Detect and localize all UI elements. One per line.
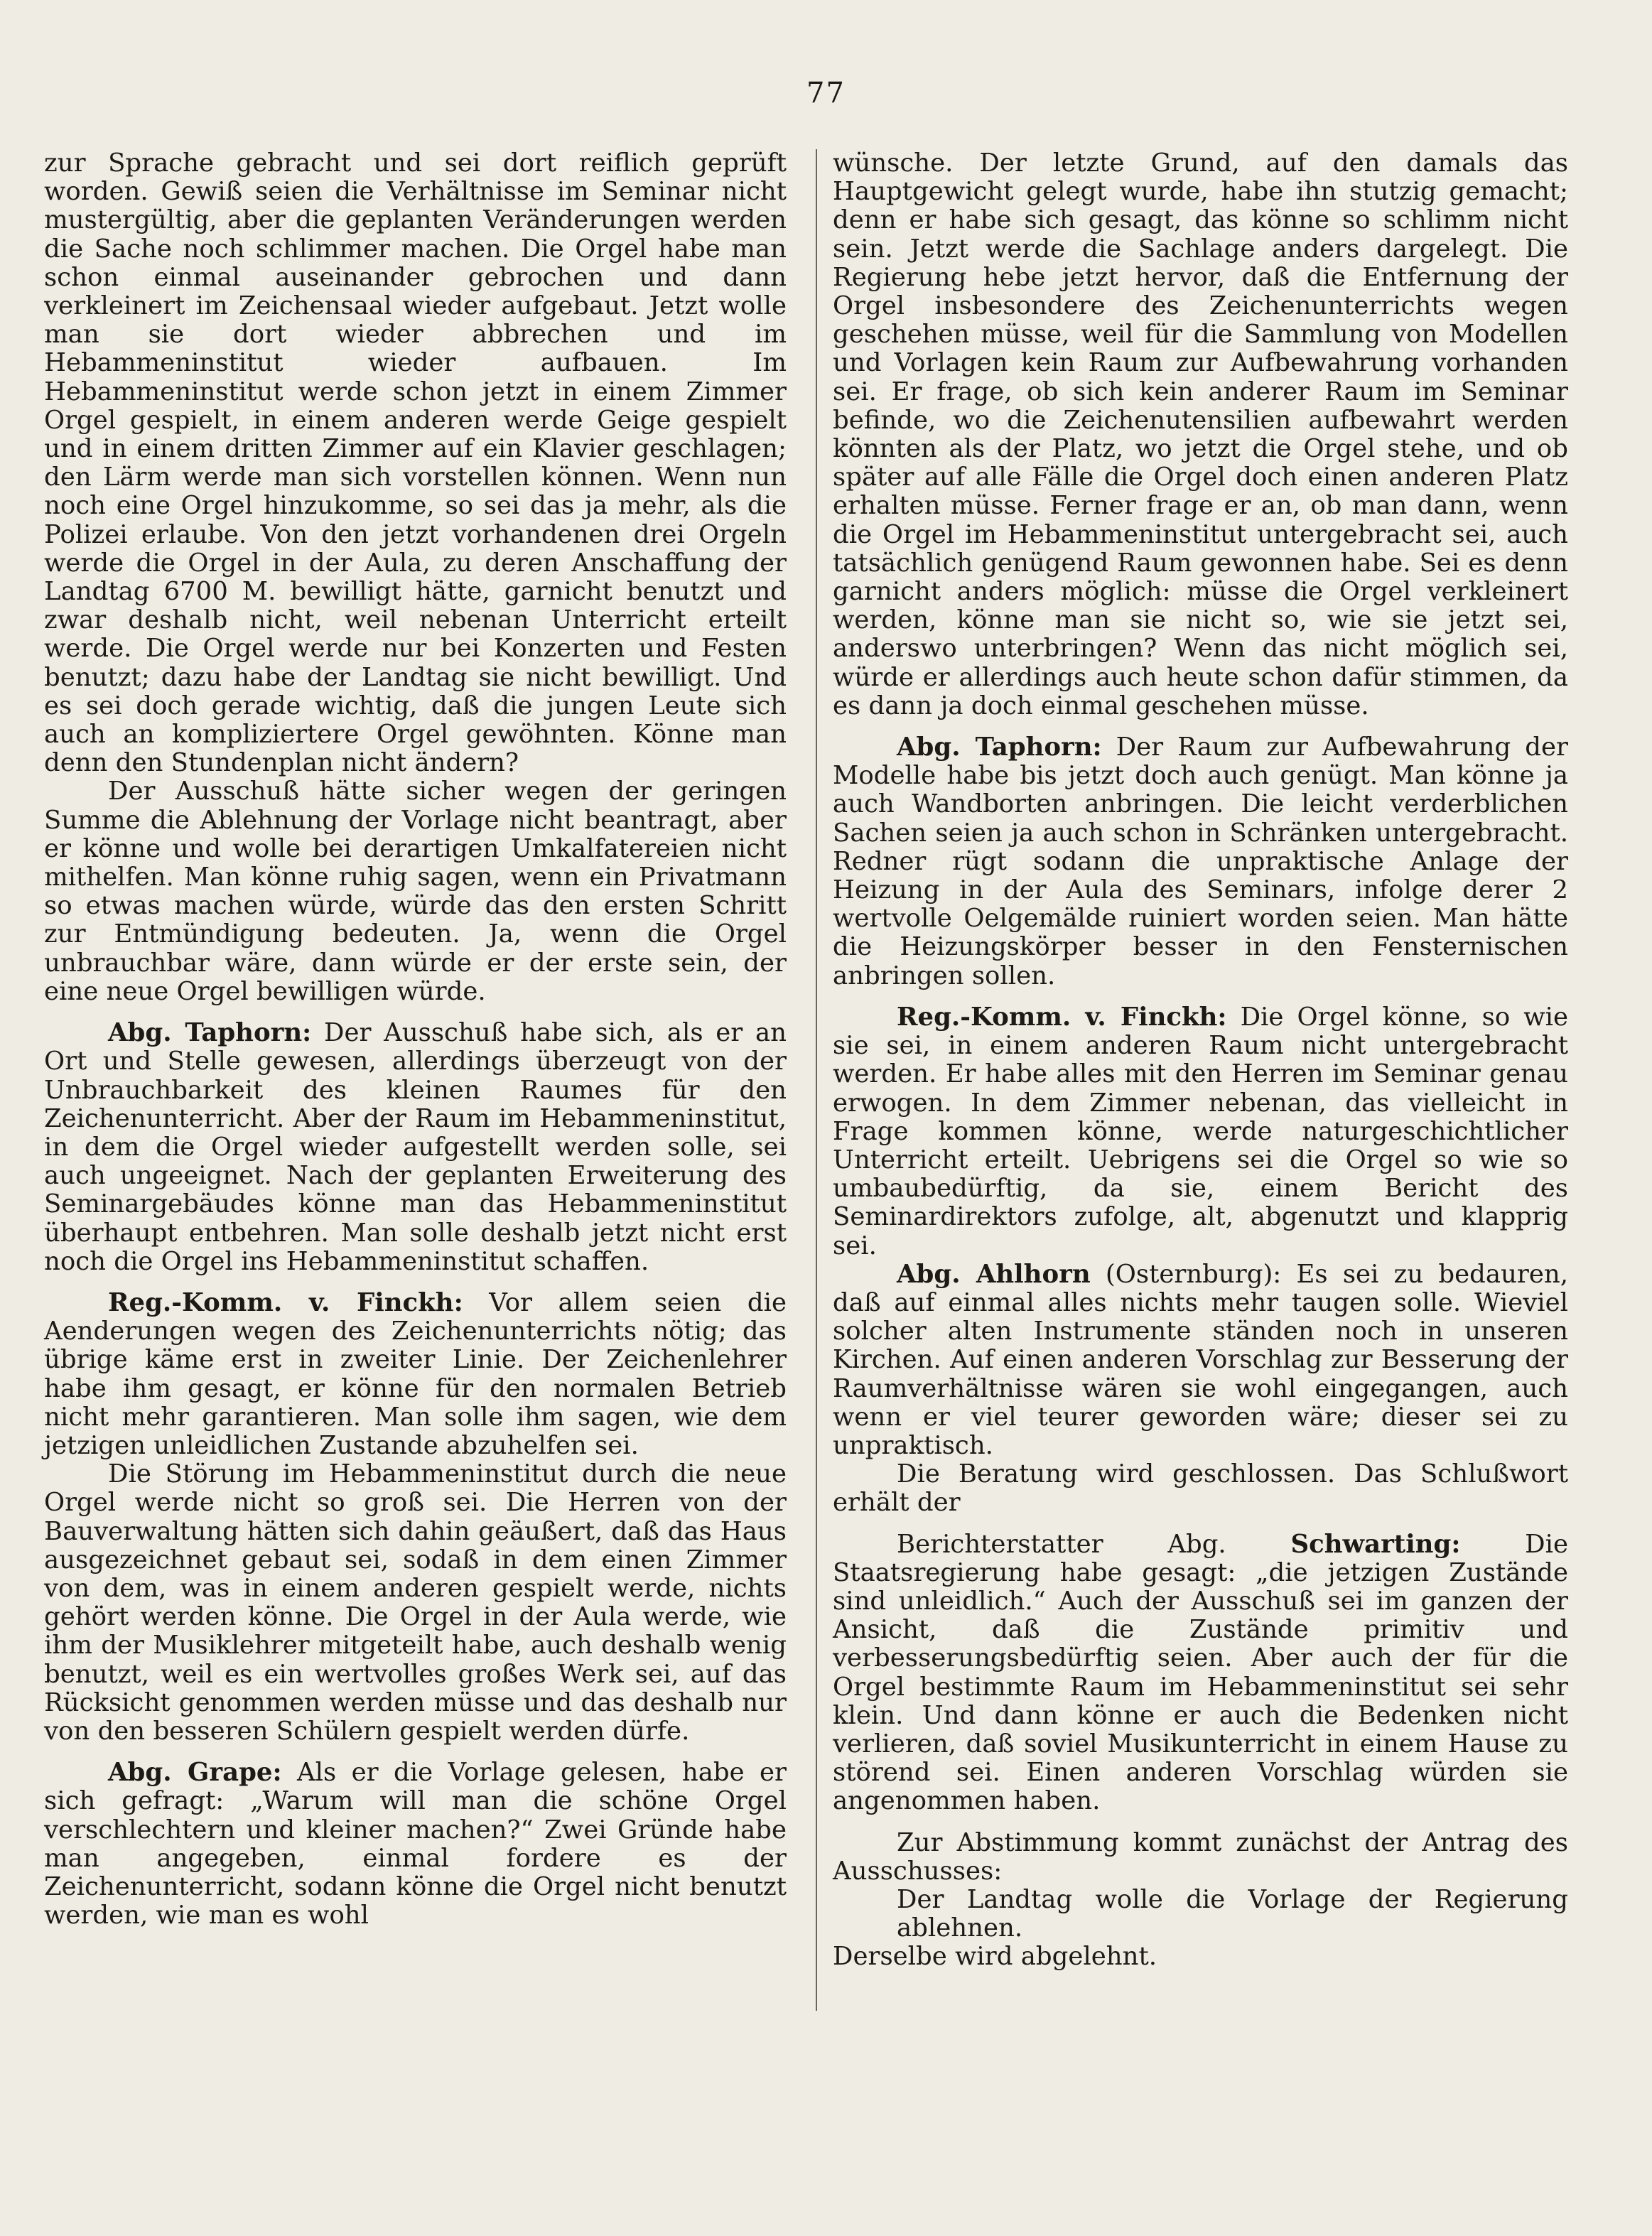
paragraph: zur Sprache gebracht und sei dort reiflich geprüft worden. Gewiß seien die Verhältnisse im Seminar nicht mustergültig, aber die geplanten Veränderungen werden die Sache noch schlimmer machen. Die Orgel habe man schon einmal auseinander gebrochen und dann verkleinert im Zeichensaal wieder aufgebaut. Jetzt wolle man sie dort wieder abbrechen und im Hebammeninstitut wieder aufbauen. Im Hebammeninstitut werde schon jetzt in einem Zimmer Orgel gespielt, in einem anderen werde Geige gespielt und in einem dritten Zimmer auf ein Klavier geschlagen; den Lärm werde man sich vorstellen können. Wenn nun noch eine Orgel hinzukomme, so sei das ja mehr, als die Polizei erlaube. Von den jetzt vorhandenen drei Orgeln werde die Orgel in der Aula, zu deren Anschaffung der Landtag 6700 M. bewilligt hätte, garnicht benutzt und zwar deshalb nicht, weil nebenan Unterricht erteilt werde. Die Orgel werde nur bei Konzerten und Festen benutzt; dazu habe der Landtag sie nicht bewilligt. Und es sei doch gerade wichtig, daß die jungen Leute sich auch an kompliziertere Orgel gewöhnten. Könne man denn den Stundenplan nicht ändern? [44,148,787,778]
paragraph: Die Störung im Hebammeninstitut durch die neue Orgel werde nicht so groß sei. Die Herren von der Bauverwaltung hätten sich dahin geäußert, daß das Haus ausgezeichnet gebaut sei, sodaß in dem einen Zimmer von dem, was in einem anderen gespielt werde, nichts gehört werden könne. Die Orgel in der Aula werde, wie ihm der Musiklehrer mitgeteilt habe, auch deshalb wenig benutzt, weil es ein wertvolles großes Werk sei, auf das Rücksicht genommen werden müsse und das deshalb nur von den besseren Schülern gespielt werden dürfe. [44,1459,787,1746]
speech-text: Als er die Vorlage gelesen, habe er sich gefragt: „Warum will man die schöne Orgel verschlechtern und kleiner machen?“ Zwei Gründe habe man angegeben, einmal fordere es der Zeichenunterricht, sodann könne die Orgel nicht benutzt werden, wie man es wohl [44,1758,787,1930]
speech-text: Vor allem seien die Aenderungen wegen des Zeichenunterrichts nötig; das übrige käme erst in zweiter Linie. Der Zeichenlehrer habe ihm gesagt, er könne für den normalen Betrieb nicht mehr garantieren. Man solle ihm sagen, wie dem jetzigen unleidlichen Zustande abzuhelfen sei. [44,1287,787,1460]
paragraph [833,1260,1568,1460]
paragraph: wünsche. Der letzte Grund, auf den damals das Hauptgewicht gelegt wurde, habe ihn stutzig gemacht; denn er habe sich gesagt, das könne so schlimm nicht sein. Jetzt werde die Sachlage anders dargelegt. Die Regierung hebe jetzt hervor, daß die Entfernung der Orgel insbesondere des Zeichenunterrichts wegen geschehen müsse, weil für die Sammlung von Modellen und Vorlagen kein Raum zur Aufbewahrung vorhanden sei. Er frage, ob sich kein anderer Raum im Seminar befinde, wo die Zeichenutensilien aufbewahrt werden könnten als der Platz, wo jetzt die Orgel stehe, und ob später auf alle Fälle die Orgel doch einen anderen Platz erhalten müsse. Ferner frage er an, ob man dann, wenn die Orgel im Hebammeninstitut untergebracht sei, auch tatsächlich genügend Raum gewonnen habe. Sei es denn garnicht anders möglich: müsse die Orgel verkleinert werden, könne man sie nicht so, wie sie jetzt sei, anderswo unterbringen? Wenn das nicht möglich sei, würde er allerdings auch heute schon dafür stimmen, da es dann ja doch einmal geschehen müsse. [833,148,1568,720]
paragraph [833,1003,1568,1260]
speech-text: Der Raum zur Aufbewahrung der Modelle habe bis jetzt doch auch genügt. Man könne ja auch Wandborten anbringen. Die leicht verderblichen Sachen seien ja auch schon in Schränken untergebracht. Redner rügt sodann die unpraktische Anlage der Heizung in der Aula des Seminars, infolge derer 2 wertvolle Oelgemälde ruiniert worden seien. Man hätte die Heizungskörper besser in den Fensternischen anbringen sollen. [833,733,1568,990]
paragraph: Die Beratung wird geschlossen. Das Schlußwort erhält der [833,1459,1568,1518]
speaker-name: Abg. Taphorn: [897,733,1102,762]
paragraph [44,1019,787,1276]
left-column [44,149,787,1930]
speaker-name: Abg. Ahlhorn [897,1259,1091,1289]
column-divider [816,149,817,2011]
paragraph [44,1289,787,1460]
paragraph: Zur Abstimmung kommt zunächst der Antrag des Ausschusses: [833,1827,1568,1886]
speaker-role: Berichterstatter Abg. [897,1529,1291,1559]
speaker-name: Schwarting: [1290,1529,1461,1559]
paragraph: Der Ausschuß hätte sicher wegen der geringen Summe die Ablehnung der Vorlage nicht beantragt, aber er könne und wolle bei derartigen Umkalfatereien nicht mithelfen. Man könne ruhig sagen, wenn ein Privatmann so etwas machen würde, würde das den ersten Schritt zur Entmündigung bedeuten. Ja, wenn die Orgel unbrauchbar wäre, dann würde er der erste sein, der eine neue Orgel bewilligen würde. [44,777,787,1006]
speech-text: (Osternburg): Es sei zu bedauren, daß auf einmal alles nichts mehr taugen solle. Wieviel solcher alten Instrumente ständen noch in unseren Kirchen. Auf einen anderen Vorschlag zur Besserung der Raumverhältnisse wären sie wohl eingegangen, auch wenn er viel teurer geworden wäre; dieser sei zu unpraktisch. [833,1259,1568,1460]
page-number: 77 [806,77,846,109]
motion-text: Der Landtag wolle die Vorlage der Regierung ablehnen. [897,1884,1568,1943]
paragraph: Derselbe wird abgelehnt. [833,1942,1157,1972]
speaker-name: Abg. Grape: [108,1758,282,1788]
paragraph [833,1530,1568,1816]
speech-text: Die Orgel könne, so wie sie sei, in einem anderen Raum nicht untergebracht werden. Er habe alles mit den Herren im Seminar genau erwogen. In dem Zimmer nebenan, das vielleicht in Frage kommen könne, werde naturgeschichtlicher Unterricht erteilt. Uebrigens sei die Orgel so wie so umbaubedürftig, da sie, einem Bericht des Seminardirektors zufolge, alt, abgenutzt und klapprig sei. [833,1002,1568,1260]
speech-text: Der Ausschuß habe sich, als er an Ort und Stelle gewesen, allerdings überzeugt von der Unbrauchbarkeit des kleinen Raumes für den Zeichenunterricht. Aber der Raum im Hebammeninstitut, in dem die Orgel wieder aufgestellt werden solle, sei auch ungeeignet. Nach der geplanten Erweiterung des Seminargebäudes könne man das Hebammeninstitut überhaupt entbehren. Man solle deshalb jetzt nicht erst noch die Orgel ins Hebammeninstitut schaffen. [44,1018,787,1276]
speaker-name: Reg.-Komm. v. Finckh: [897,1002,1227,1032]
paragraph [833,733,1568,990]
speech-text: Die Staatsregierung habe gesagt: „die jetzigen Zustände sind unleidlich.“ Auch der Ausschuß sei im ganzen der Ansicht, daß die Zustände primitiv und verbesserungsbedürftig seien. Aber auch der für die Orgel bestimmte Raum im Hebammeninstitut sei sehr klein. Und dann könne er auch die Bedenken nicht verlieren, daß soviel Musikunterricht in einem Hause zu störend sei. Einen anderen Vorschlag würden sie angenommen haben. [833,1529,1569,1816]
speaker-name: Reg.-Komm. v. Finckh: [108,1287,463,1317]
paragraph [44,1759,787,1930]
right-column [833,149,1568,1972]
speaker-name: Abg. Taphorn: [108,1018,312,1048]
